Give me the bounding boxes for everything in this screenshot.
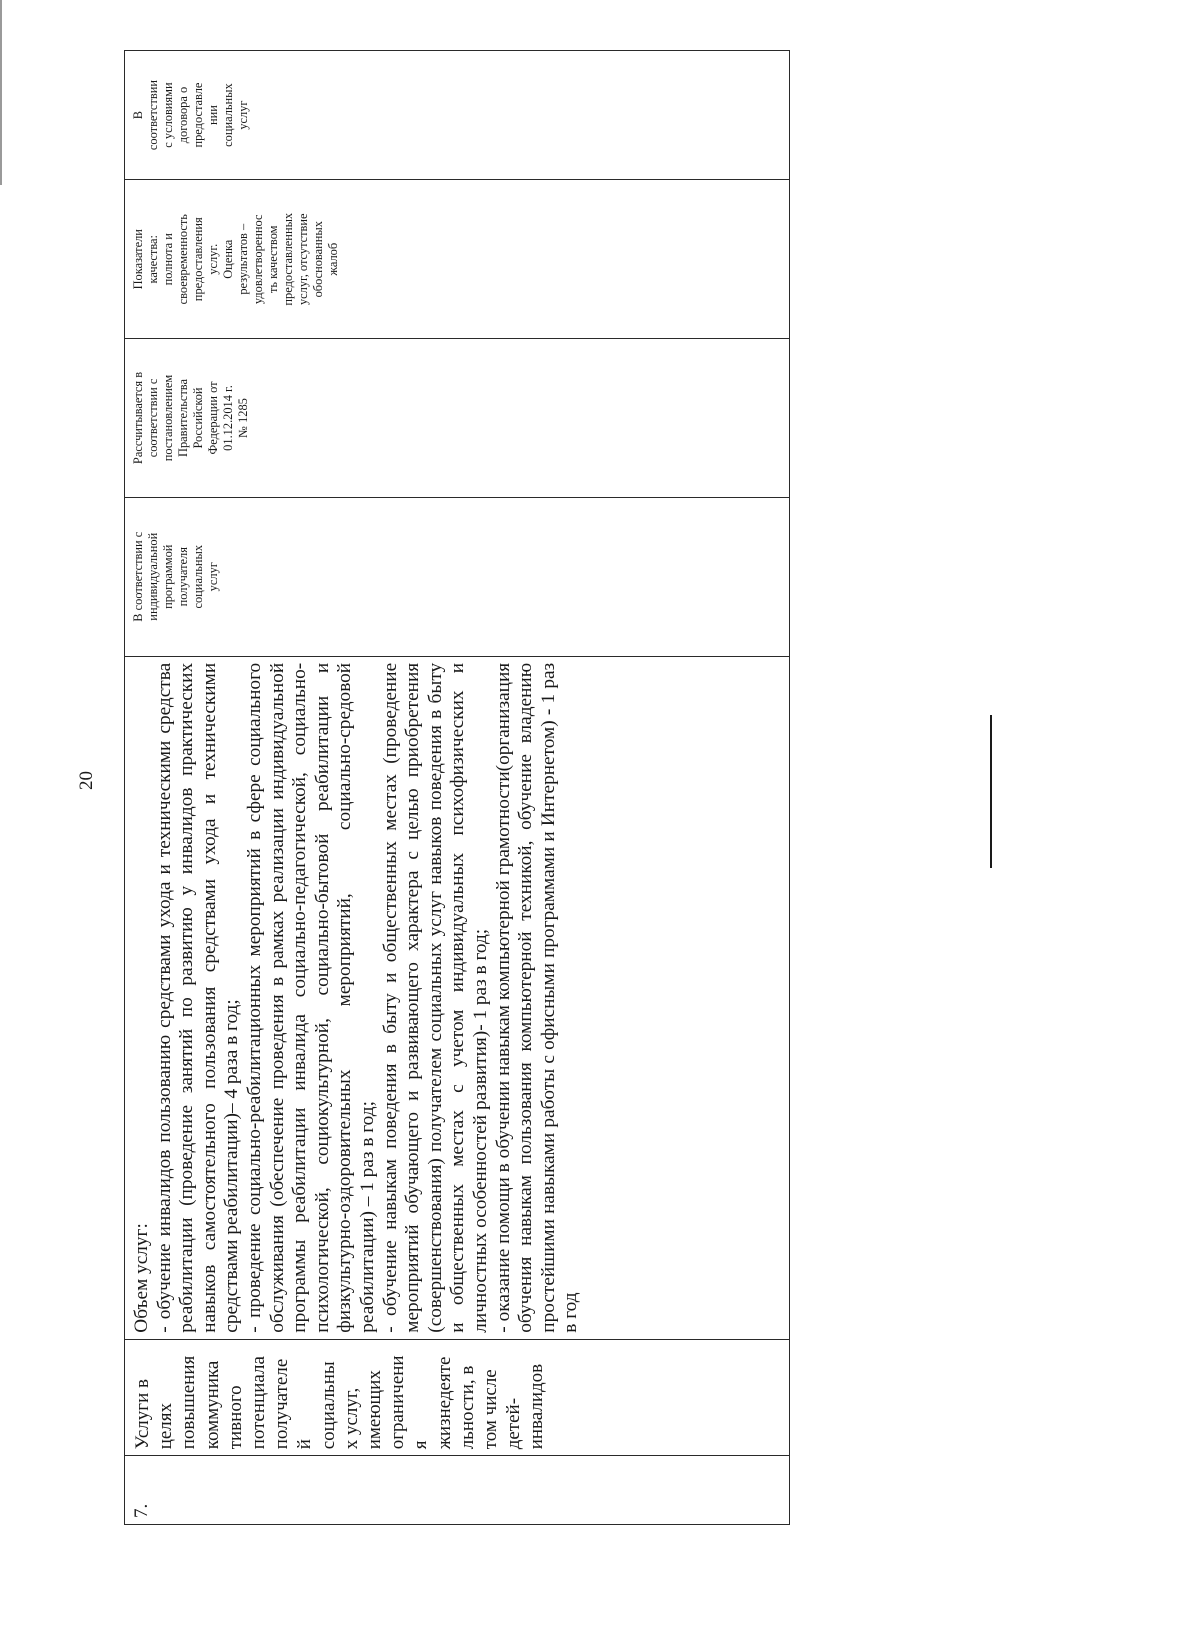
conditions-line: нии [206, 105, 220, 126]
cost-line: 01.12.2014 г. [221, 385, 235, 451]
service-name-line: повышения [178, 1355, 200, 1450]
quality-line: удовлетвореннос [251, 214, 265, 305]
service-name-line: детей- [503, 1397, 525, 1450]
volume-item: - проведение социально-реабилитационных мероприятий в сфере социального обслуживания (обеспечение проведения в рамках реализации индивидуальной программы реабилитации инвалида социально-педагогической, социально-психологической, социокультурной, социально-бытовой реабилитации и физкультурно-оздоровительных мероприятий, социально-средовой реабилитации) – 1 раз в год; [243, 662, 378, 1333]
scan-edge [0, 0, 2, 185]
volume-heading: Объем услуг: [131, 1223, 152, 1333]
service-name-line: й [294, 1439, 316, 1450]
quality-cell [125, 180, 790, 339]
schedule-line: В соответствии с [131, 531, 145, 622]
volume-item: - обучение навыкам поведения в быту и общественных местах (проведение мероприятий обучающего и развивающего характера с целью приобретения (совершенствования) получателем социальных услуг навыков поведения в быту и общественных местах с учетом индивидуальных психофизических и личностных особенностей развития)- 1 раз в год; [379, 662, 491, 1333]
service-name-line: получателе [271, 1358, 293, 1450]
volume-item: - оказание помощи в обучении навыкам компьютерной грамотности(организация обучения навыкам пользования компьютерной техникой, обучение владению простейшими навыками работы с офисными программами и Интернетом) - 1 раз в год [492, 662, 582, 1333]
service-name-line: коммуника [201, 1360, 223, 1450]
page-number: 20 [76, 771, 97, 790]
schedule-line: индивидуальной [146, 532, 160, 621]
cost-line: Федерации от [206, 381, 220, 455]
service-name-line: Услуги в [132, 1379, 153, 1450]
cost-cell [125, 339, 790, 497]
cost-line: № 1285 [236, 398, 250, 438]
cost-line: соответствии с [146, 378, 160, 458]
schedule-line: социальных [191, 544, 205, 609]
quality-line: предоставленных [281, 212, 295, 306]
service-name-cell [125, 1339, 790, 1456]
conditions-line: социальных [221, 83, 235, 147]
conditions-line: предоставле [191, 82, 205, 148]
quality-line: услуг, отсутствие [296, 213, 310, 306]
service-name-line: ограничени [387, 1355, 409, 1450]
service-volume-cell [125, 656, 790, 1339]
service-name-line: потенциала [248, 1356, 270, 1450]
conditions-line: соответствии [146, 80, 160, 151]
services-table [124, 50, 790, 1525]
quality-line: ть качеством [266, 225, 280, 294]
service-name-line: тивного [224, 1385, 246, 1450]
service-name-line: льности, в [456, 1365, 478, 1450]
service-name-line: имеющих [364, 1370, 386, 1450]
conditions-line: договора о [176, 86, 190, 144]
cost-line: Рассчитывается в [131, 371, 145, 465]
signature-separator-line [990, 715, 992, 868]
row-number: 7. [125, 1456, 790, 1525]
quality-line: Показатели [131, 229, 145, 290]
quality-line: предоставления [191, 217, 205, 302]
service-name-line: социальны [317, 1361, 339, 1450]
quality-line: обоснованных [311, 221, 325, 298]
rotated-page [124, 50, 790, 1525]
schedule-cell [125, 497, 790, 656]
schedule-line: услуг [206, 562, 220, 592]
quality-line: результатов – [236, 223, 250, 295]
quality-line: услуг. [206, 243, 220, 275]
quality-line: полнота и [161, 233, 175, 286]
cost-line: Российской [191, 387, 205, 449]
quality-line: жалоб [326, 242, 340, 276]
schedule-line: программой [161, 544, 175, 609]
cost-line: постановлением [161, 374, 175, 462]
service-name-line: том числе [480, 1369, 502, 1450]
quality-line: своевременность [176, 214, 190, 305]
service-name-line: целях [155, 1402, 177, 1450]
table-row [125, 51, 790, 1525]
quality-line: качества: [146, 235, 160, 284]
schedule-line: получателя [176, 547, 190, 607]
service-name-line: х услуг, [340, 1387, 362, 1450]
service-name-line: инвалидов [526, 1363, 548, 1450]
conditions-line: В [131, 110, 145, 120]
volume-item: - обучение инвалидов пользованию средствами ухода и техническими средства реабилитации (проведение занятий по развитию у инвалидов практических навыков самостоятельного пользования средствами ухода и техническими средствами реабилитации)– 4 раза в год; [153, 662, 243, 1333]
conditions-cell [125, 51, 790, 180]
service-name-line: жизнедеяте [433, 1356, 455, 1450]
conditions-line: с условиями [161, 82, 175, 148]
conditions-line: услуг [236, 100, 250, 130]
quality-line: Оценка [221, 239, 235, 279]
cost-line: Правительства [176, 379, 190, 457]
service-name-line: я [410, 1440, 432, 1450]
